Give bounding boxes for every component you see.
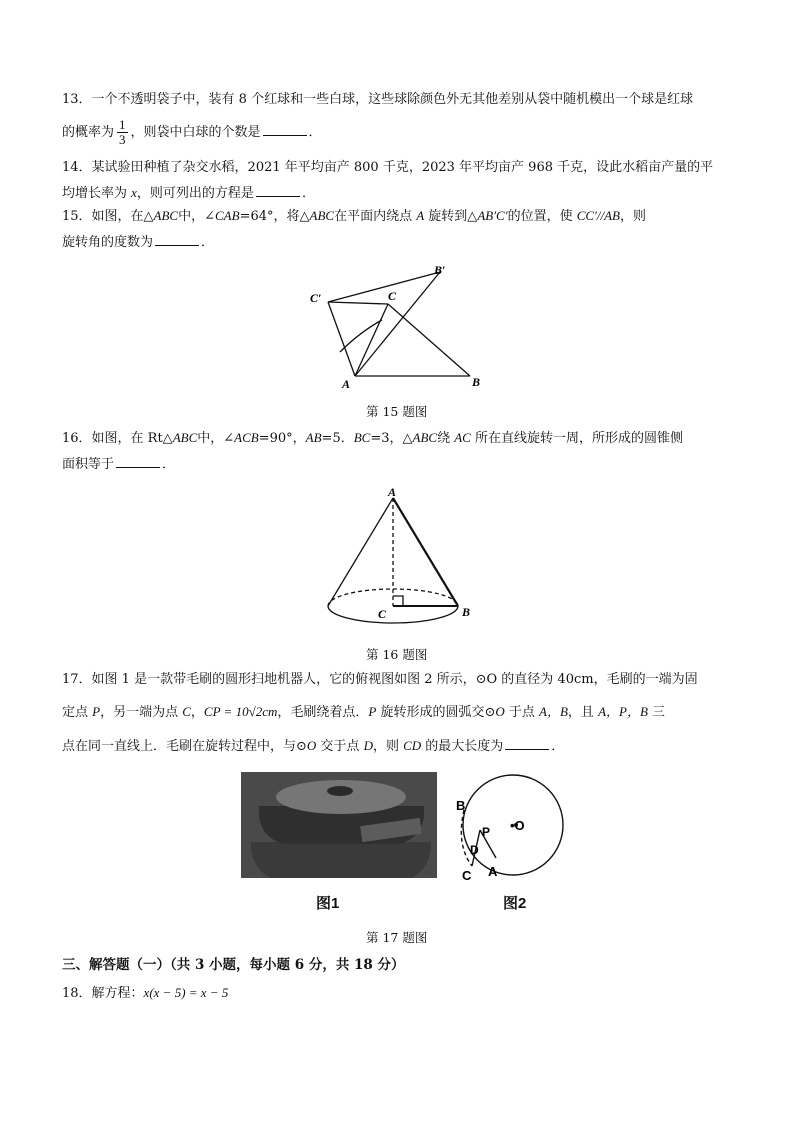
label-a: A bbox=[488, 864, 498, 879]
section-heading: 三、解答题（一）（共 3 小题，每小题 6 分，共 18 分） bbox=[62, 957, 405, 973]
right-angle-mark bbox=[393, 596, 403, 606]
caption-figure-16: 第 16 题图 bbox=[366, 647, 428, 662]
label-b: B bbox=[462, 605, 471, 619]
label-d: D bbox=[470, 843, 479, 857]
q17-line2: 定点 P，另一端为点 C，CP = 10√2cm，毛刷绕着点．P 旋转形成的圆弧交⊙O 于点 A，B，且 A，P，B 三 bbox=[62, 704, 666, 720]
label-o: •O bbox=[510, 818, 525, 833]
label-b: B bbox=[456, 798, 466, 813]
segment-c1-c bbox=[328, 302, 388, 304]
label-c: C bbox=[388, 289, 397, 303]
answer-blank[interactable] bbox=[155, 231, 199, 246]
q13-line2: 的概率为 $\frac{1}{3}$ ，则袋中白球的个数是 ． bbox=[62, 117, 322, 147]
segment-a-c bbox=[355, 304, 388, 376]
q17-line1: 17．如图 1 是一款带毛刷的圆形扫地机器人，它的俯视图如图 2 所示，⊙O 的直径为 40cm，毛刷的一端为固 bbox=[62, 672, 698, 687]
label-b-prime: B′ bbox=[434, 263, 446, 277]
equation: x(x − 5) = x − 5 bbox=[143, 985, 229, 1000]
label-c-prime: C′ bbox=[310, 291, 322, 305]
segment-c1-b1 bbox=[328, 272, 440, 302]
q17-line3: 点在同一直线上．毛刷在旋转过程中，与⊙O 交于点 D，则 CD 的最大长度为 ． bbox=[62, 735, 564, 757]
q15-line1: 15．如图，在△ABC中，∠CAB=64°，将△ABC在平面内绕点 A 旋转到△AB′C′的位置，使 CC′//AB，则 bbox=[62, 208, 647, 224]
formula-cp: CP = 10√2cm bbox=[203, 704, 278, 719]
rotation-arrow bbox=[340, 320, 382, 352]
label-b: B bbox=[472, 375, 481, 389]
answer-blank[interactable] bbox=[256, 182, 300, 197]
segment-a-b1 bbox=[355, 272, 440, 376]
figure2-label: 图2 bbox=[503, 895, 527, 912]
robot-lower-band bbox=[251, 842, 431, 878]
answer-blank[interactable] bbox=[116, 453, 160, 468]
segment-c1-a bbox=[328, 302, 355, 376]
answer-blank[interactable] bbox=[505, 735, 549, 750]
figure-16-cone bbox=[318, 484, 488, 634]
label-c: C bbox=[378, 607, 387, 621]
q14-line2: 均增长率为 x，则可列出的方程是 ． bbox=[62, 182, 315, 204]
segment-c-b bbox=[388, 304, 470, 376]
q15-line2: 旋转角的度数为 ． bbox=[62, 231, 214, 253]
label-p: P bbox=[482, 825, 491, 839]
q18-line: 18．解方程：x(x − 5) = x − 5 bbox=[62, 985, 229, 1001]
figure-17-circle bbox=[450, 770, 570, 882]
figure1-label: 图1 bbox=[316, 895, 340, 912]
cone-base-front bbox=[328, 606, 458, 623]
caption-figure-15: 第 15 题图 bbox=[366, 404, 428, 419]
q14-line1: 14．某试验田种植了杂交水稻，2021 年平均亩产 800 千克，2023 年平均亩产 968 千克，设此水稻亩产量的平 bbox=[62, 160, 714, 175]
label-a: A bbox=[388, 485, 397, 499]
q16-line1: 16．如图，在 Rt△ABC中，∠ACB=90°，AB=5．BC=3，△ABC绕 AC 所在直线旋转一周，所形成的圆锥侧 bbox=[62, 430, 683, 446]
fraction-one-third: $\frac{1}{3}$ bbox=[119, 117, 126, 147]
q13-line1: 13．一个不透明袋子中，装有 8 个红球和一些白球，这些球除颜色外无其他差别从袋中随机模出一个球是红球 bbox=[62, 92, 694, 107]
q16-line2: 面积等于 ． bbox=[62, 453, 175, 475]
label-a: A bbox=[342, 377, 351, 391]
answer-blank[interactable] bbox=[263, 121, 307, 136]
figure-15 bbox=[300, 262, 500, 392]
cone-left-edge bbox=[328, 498, 393, 606]
brush-arc bbox=[461, 810, 472, 866]
caption-figure-17: 第 17 题图 bbox=[366, 930, 428, 945]
robot-hub bbox=[327, 786, 353, 796]
robot-photo bbox=[241, 772, 437, 878]
label-c: C bbox=[462, 868, 472, 882]
